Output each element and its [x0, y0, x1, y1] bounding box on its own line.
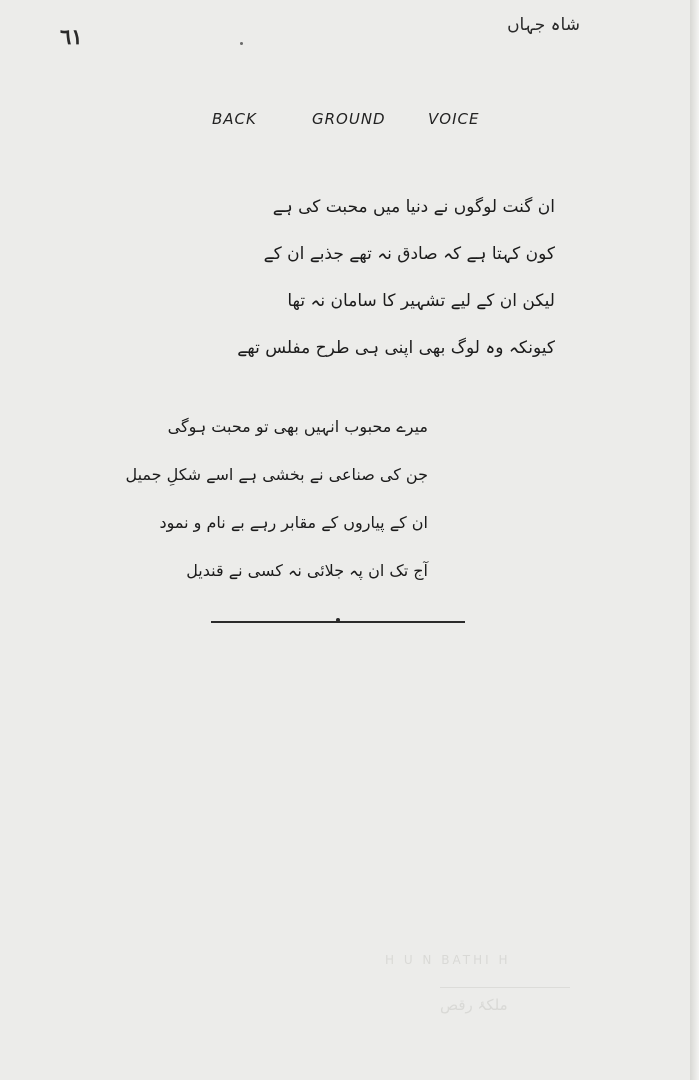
reverse-side-text: H U N BATHI H: [385, 953, 511, 967]
verse-line: جن کی صناعی نے بخشی ہے اسے شکلِ جمیل: [125, 465, 428, 484]
ink-dot: [240, 42, 243, 45]
verse-line: ان گنت لوگوں نے دنیا میں محبت کی ہے: [272, 197, 555, 217]
page-number: ٦١: [60, 24, 83, 49]
divider-mark: [336, 618, 340, 622]
stanza-one: [237, 184, 555, 372]
verse-line: کیونکہ وہ لوگ بھی اپنی ہی طرح مفلس تھے: [237, 338, 555, 358]
reverse-side-rule: [440, 987, 570, 988]
verse-line: آج تک ان پہ جلائی نہ کسی نے قندیل: [186, 561, 428, 580]
heading-word-voice: VOICE: [428, 110, 480, 128]
verse-line: لیکن ان کے لیے تشہیر کا سامان نہ تھا: [287, 291, 555, 311]
page-edge: [690, 0, 699, 1080]
verse-line: ان کے پیاروں کے مقابر رہے بے نام و نمود: [159, 513, 428, 532]
heading-word-ground: GROUND: [312, 110, 386, 128]
verse-line: میرے محبوب انہیں بھی تو محبت ہوگی: [167, 417, 428, 436]
background-voice-heading: [0, 110, 690, 132]
heading-word-back: BACK: [212, 110, 257, 128]
stanza-two: [125, 403, 428, 595]
verse-line: کون کہتا ہے کہ صادق نہ تھے جذبے ان کے: [263, 244, 555, 264]
running-head: شاہ جہاں: [507, 15, 580, 35]
reverse-side-text: ملکۂ رقص: [440, 996, 508, 1014]
